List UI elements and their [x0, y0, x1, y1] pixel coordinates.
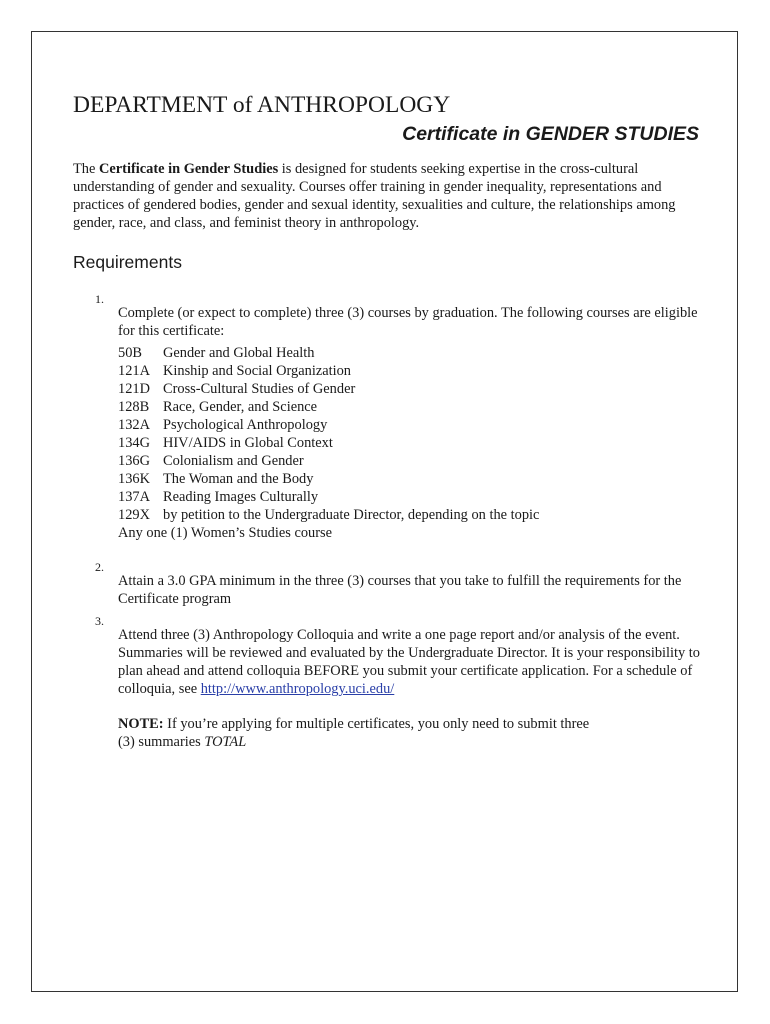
department-title: DEPARTMENT of ANTHROPOLOGY: [73, 92, 451, 118]
intro-paragraph: [73, 160, 713, 232]
course-title: The Woman and the Body: [163, 471, 314, 487]
course-row: [118, 362, 351, 380]
course-row: [118, 344, 314, 362]
course-code: 137A: [118, 489, 150, 505]
requirement-2-text: Attain a 3.0 GPA minimum in the three (3) courses that you take to fulfill the requirements for the Certificate program: [118, 573, 682, 608]
course-code: 136K: [118, 471, 150, 487]
requirements-heading: Requirements: [73, 252, 182, 272]
course-row: [118, 398, 317, 416]
course-code: 129X: [118, 507, 150, 523]
course-title: Psychological Anthropology: [163, 417, 328, 433]
note-text: If you’re applying for multiple certificates, you only need to submit three (3) summaries: [118, 716, 590, 751]
course-code: 121A: [118, 363, 150, 379]
note-label: NOTE:: [118, 716, 164, 733]
intro-lead: The: [73, 161, 99, 177]
course-row: [118, 506, 539, 524]
course-code: 121D: [118, 381, 150, 397]
course-title: Kinship and Social Organization: [163, 363, 351, 379]
anthropology-website-link[interactable]: http://www.anthropology.uci.edu/: [200, 681, 395, 698]
course-code: 50B: [118, 345, 142, 361]
requirement-2-number: 2.: [95, 560, 104, 574]
course-title: Race, Gender, and Science: [163, 399, 318, 415]
requirement-3-number: 3.: [95, 614, 104, 628]
certificate-subtitle: Certificate in GENDER STUDIES: [402, 123, 699, 145]
course-row: [118, 452, 304, 470]
course-code: 134G: [118, 435, 150, 451]
requirement-1-text: Complete (or expect to complete) three (3) courses by graduation. The following courses are eligible for this certificate:: [118, 305, 698, 340]
course-row: [118, 416, 327, 434]
course-code: 128B: [118, 399, 150, 415]
intro-certificate-name: Certificate in Gender Studies: [98, 161, 279, 177]
course-title: HIV/AIDS in Global Context: [163, 435, 333, 451]
course-title: Colonialism and Gender: [163, 453, 304, 469]
course-title: Gender and Global Health: [163, 345, 315, 361]
intro-body: is designed for students seeking expertise in the cross-cultural understanding of gender and sexuality. Courses offer training in gender inequality, representations and practices of gendered bodies, gender and sexual identity, sexualities and culture, the relationships among gender, race, and class, and feminist theory in anthropology.: [73, 161, 676, 231]
requirement-3-body: Attend three (3) Anthropology Colloquia and write a one page report and/or analysis of the event. Summaries will be reviewed and evaluated by the Undergraduate Director. It is your responsibility to plan ahead and attend colloquia BEFORE you submit your certificate application. For a schedule of colloquia, see: [118, 627, 700, 698]
requirement-3-text: [118, 626, 708, 698]
course-row: [118, 434, 333, 452]
course-title: Cross-Cultural Studies of Gender: [163, 381, 356, 397]
course-code: 132A: [118, 417, 150, 433]
note-paragraph: [118, 715, 593, 751]
course-row: [118, 380, 355, 398]
course-title: Reading Images Culturally: [163, 489, 319, 505]
womens-studies-course: Any one (1) Women’s Studies course: [118, 525, 333, 541]
note-emphasis: TOTAL: [204, 734, 247, 751]
course-title: by petition to the Undergraduate Director, depending on the topic: [163, 507, 540, 523]
course-row: [118, 470, 313, 488]
course-row: [118, 488, 318, 506]
course-code: 136G: [118, 453, 150, 469]
requirement-1-number: 1.: [95, 292, 104, 306]
